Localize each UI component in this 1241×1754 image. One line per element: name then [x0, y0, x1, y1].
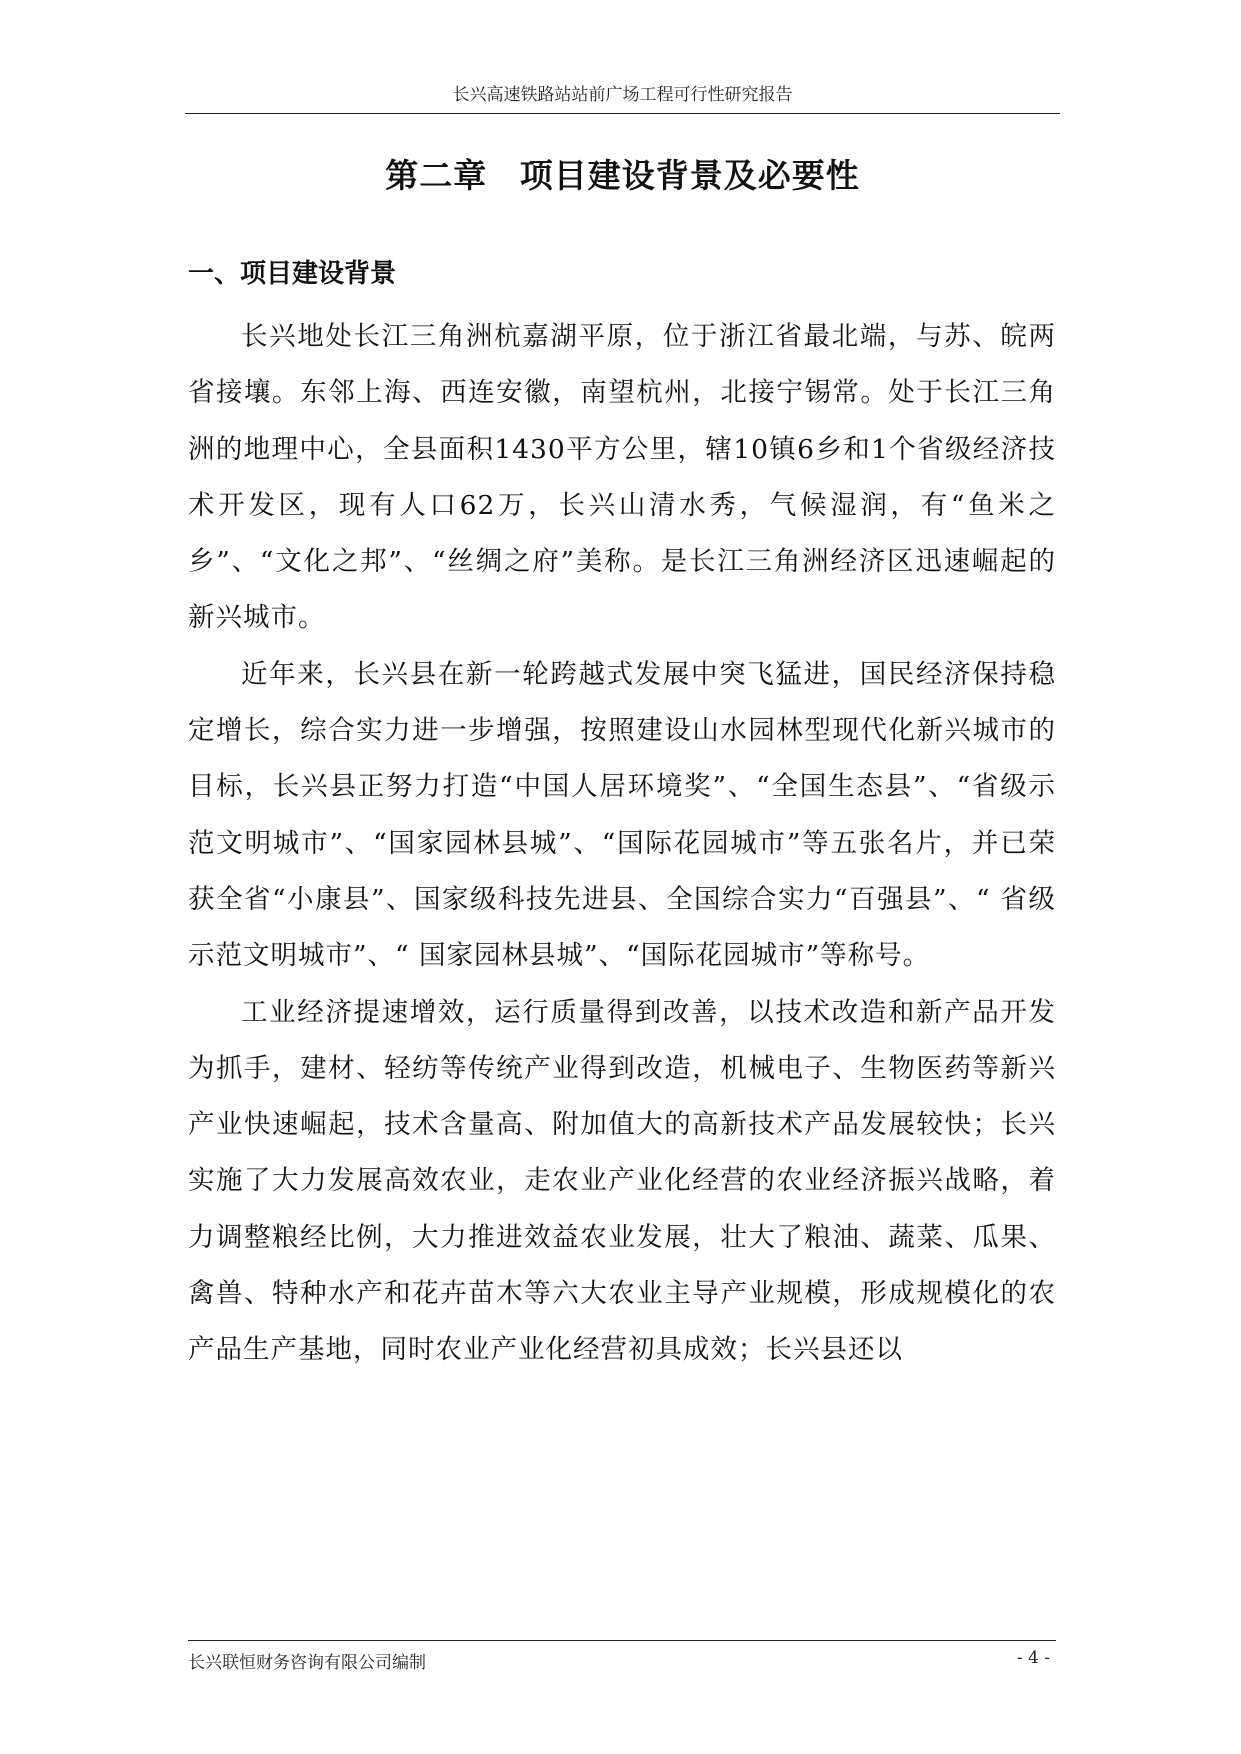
body-text [188, 309, 1056, 1379]
page-number: - 4 - [1016, 1648, 1050, 1668]
running-footer [188, 1640, 1056, 1673]
chapter-title: 第二章 项目建设背景及必要性 [385, 156, 860, 195]
running-header [185, 80, 1060, 114]
publisher-label: 长兴联恒财务咨询有限公司编制 [188, 1653, 426, 1673]
paragraph: 工业经济提速增效，运行质量得到改善，以技术改造和新产品开发为抓手，建材、轻纺等传统产业得到改造，机械电子、生物医药等新兴产业快速崛起，技术含量高、附加值大的高新技术产品发展较快；长兴实施了大力发展高效农业，走农业产业化经营的农业经济振兴战略，着力调整粮经比例，大力推进效益农业发展，壮大了粮油、蔬菜、瓜果、禽兽、特种水产和花卉苗木等六大农业主导产业规模，形成规模化的农产品生产基地，同时农业产业化经营初具成效；长兴县还以 [188, 996, 1056, 1366]
paragraph: 长兴地处长江三角洲杭嘉湖平原，位于浙江省最北端，与苏、皖两省接壤。东邻上海、西连安徽，南望杭州，北接宁锡常。处于长江三角洲的地理中心，全县面积1430平方公里，辖10镇6乡和1个省级经济技术开发区，现有人口62万，长兴山清水秀，气候湿润，有“鱼米之乡”、“文化之邦”、“丝绸之府”美称。是长江三角洲经济区迅速崛起的新兴城市。 [188, 321, 1056, 634]
section-heading: 一、项目建设背景 [188, 259, 397, 289]
report-title: 长兴高速铁路站站前广场工程可行性研究报告 [452, 85, 793, 105]
paragraph: 近年来，长兴县在新一轮跨越式发展中突飞猛进，国民经济保持稳定增长，综合实力进一步增强，按照建设山水园林型现代化新兴城市的目标，长兴县正努力打造“中国人居环境奖”、“全国生态县”、“省级示范文明城市”、“国家园林县城”、“国际花园城市”等五张名片，并已荣获全省“小康县”、国家级科技先进县、全国综合实力“百强县”、“ 省级示范文明城市”、“ 国家园林县城”、“国际花园城市”等称号。 [188, 658, 1056, 972]
